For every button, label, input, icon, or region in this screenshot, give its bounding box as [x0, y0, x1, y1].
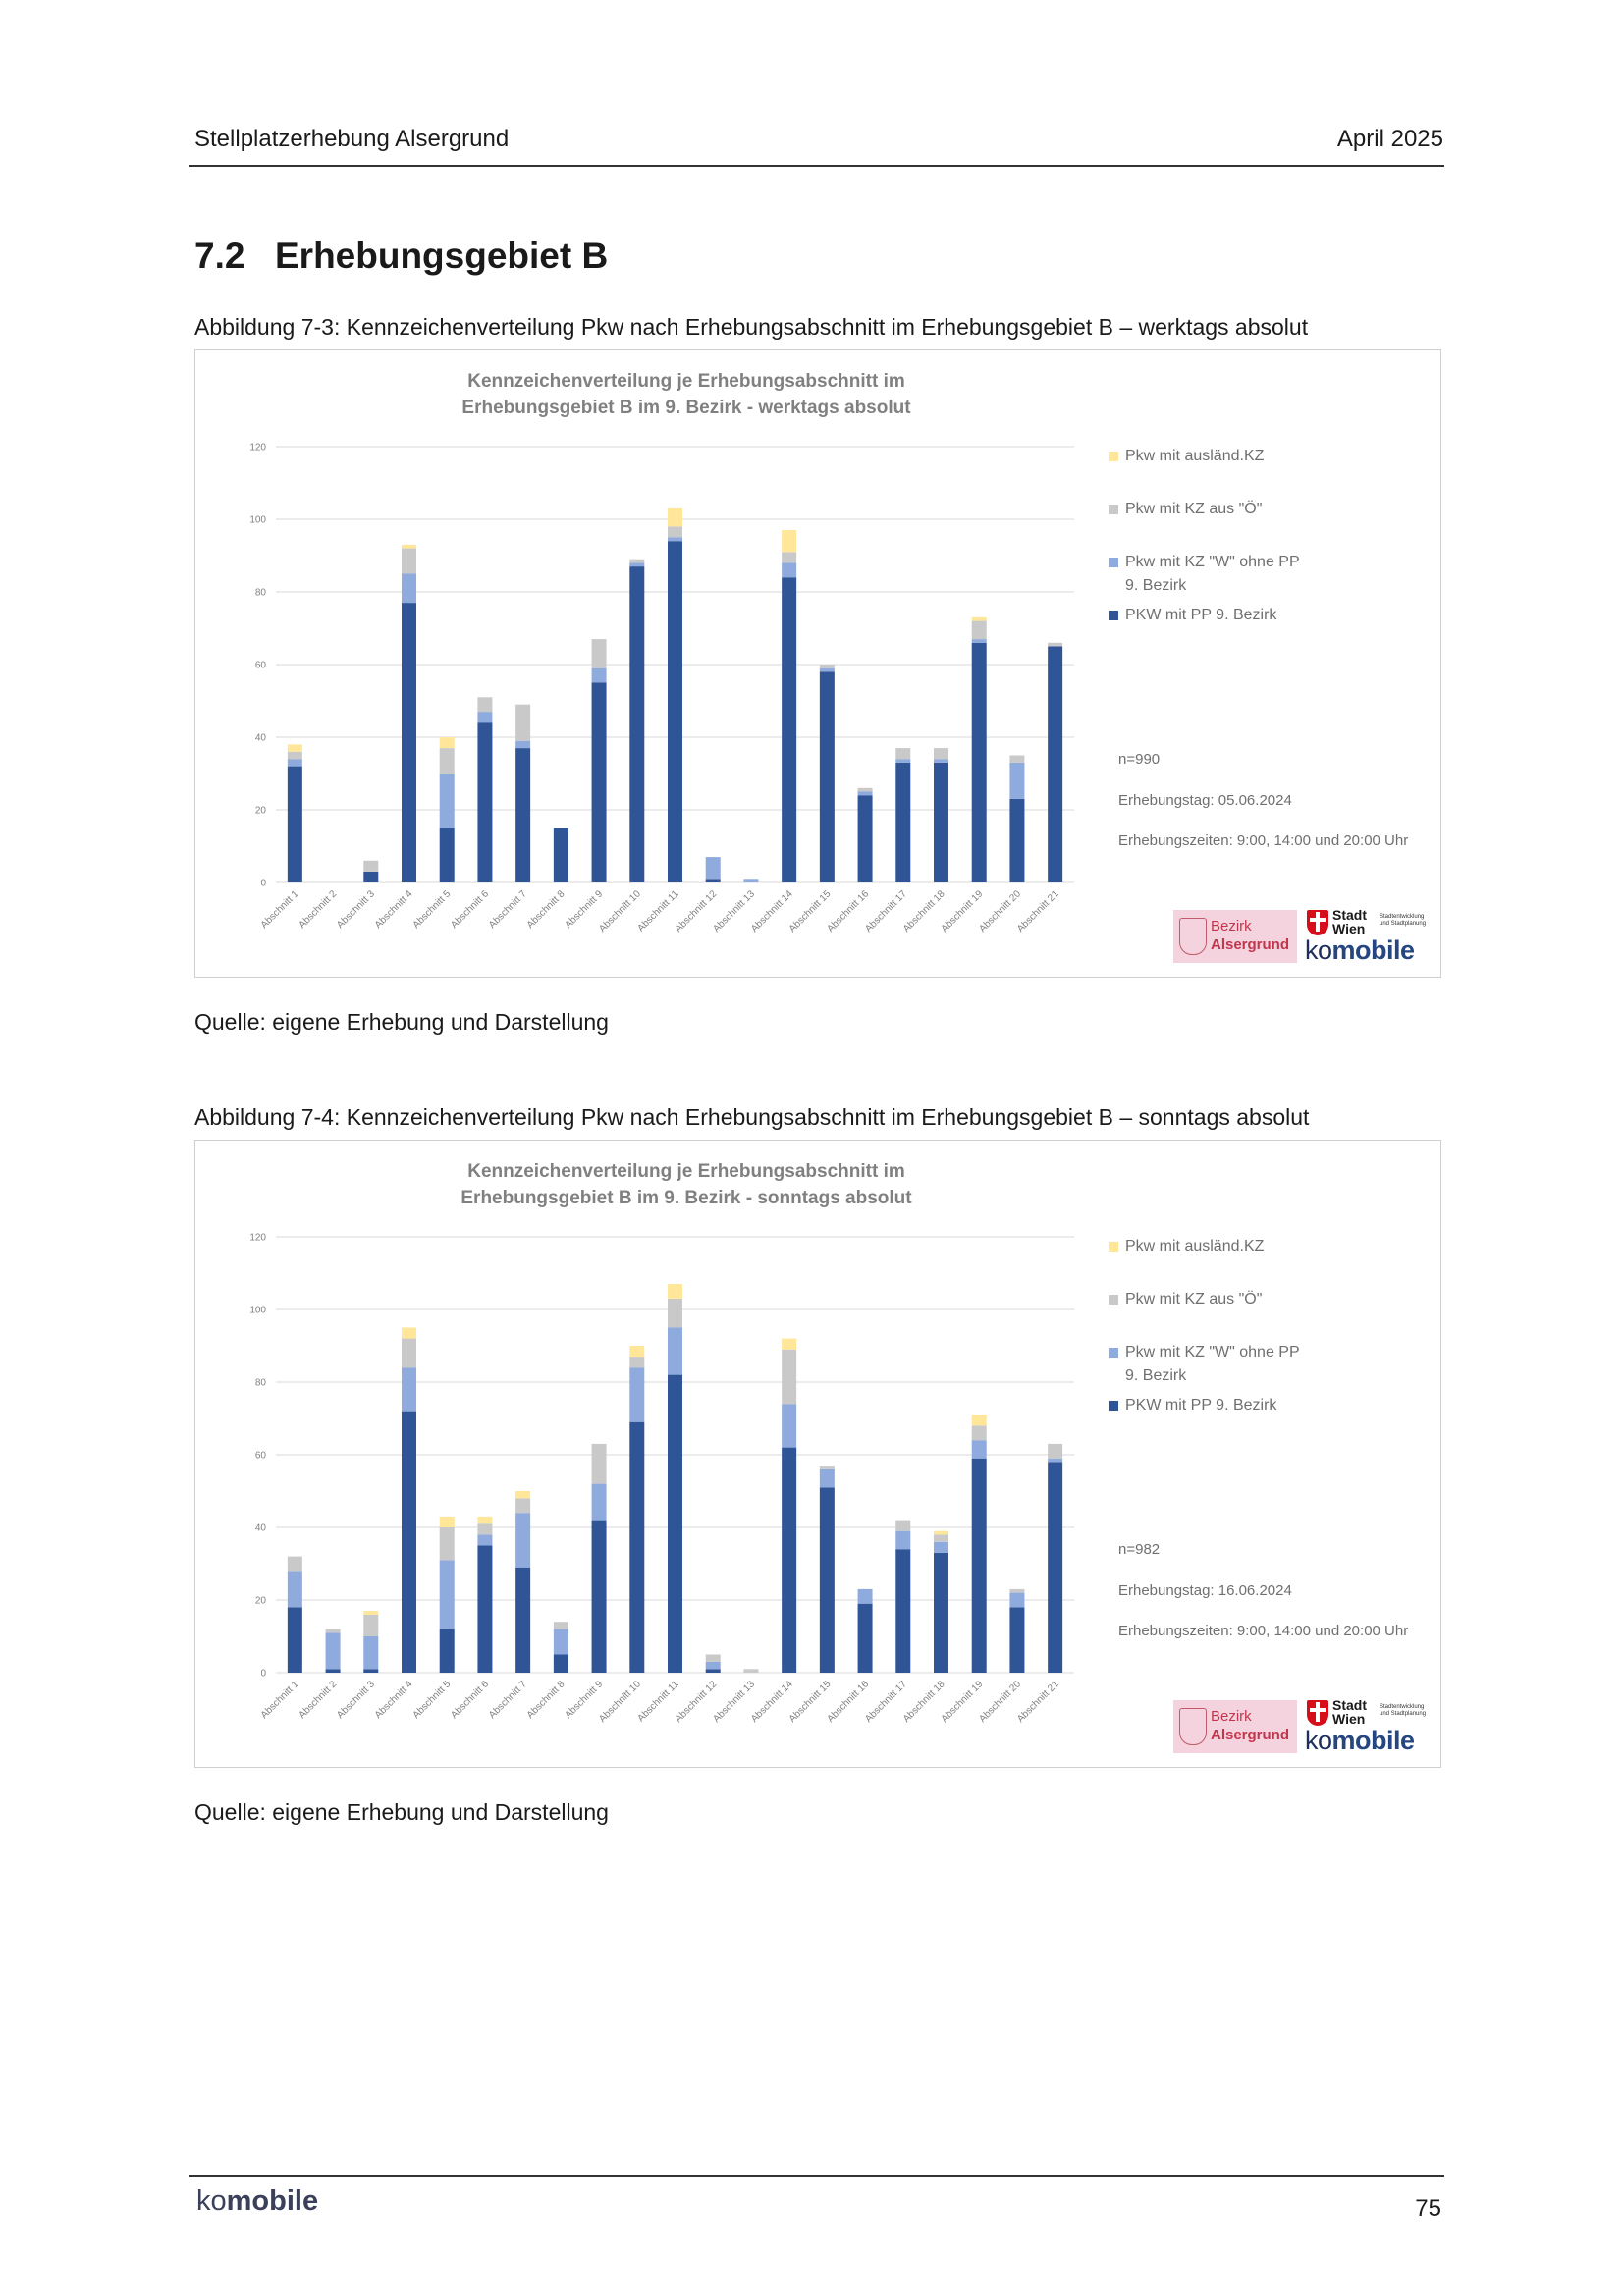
- bar-segment: [402, 1367, 416, 1411]
- bar-segment: [895, 1549, 910, 1673]
- legend-label-w-line1: Pkw mit KZ "W" ohne PP: [1125, 1344, 1300, 1361]
- figure-source-1: Quelle: eigene Erhebung und Darstellung: [194, 1009, 609, 1035]
- bar-segment: [629, 560, 644, 563]
- bar-segment: [326, 1629, 341, 1633]
- bar-segment: [363, 1669, 378, 1673]
- bar-segment: [629, 1367, 644, 1422]
- bar-segment: [515, 1491, 530, 1498]
- bar-segment: [592, 639, 607, 668]
- bar-segment: [288, 767, 302, 882]
- x-tick-label: Abschnitt 7: [486, 1679, 529, 1722]
- bezirk-crest-icon: [1179, 918, 1207, 955]
- bar-segment: [363, 1615, 378, 1636]
- bar-segment: [858, 792, 873, 796]
- x-tick-label: Abschnitt 5: [410, 888, 454, 932]
- bar-segment: [288, 1571, 302, 1607]
- bar-segment: [972, 1440, 987, 1459]
- page-header-left: Stellplatzerhebung Alsergrund: [194, 126, 510, 152]
- bar-segment: [1009, 1607, 1024, 1673]
- bezirk-alsergrund-logo: [1173, 1700, 1297, 1753]
- bar-segment: [477, 697, 492, 712]
- legend-label-w-line2: 9. Bezirk: [1125, 1367, 1187, 1384]
- stadt-wien-sub2: und Stadtplanung: [1380, 921, 1427, 927]
- footer-komobile-logo: [196, 2185, 318, 2217]
- bar-segment: [515, 1513, 530, 1568]
- bar-segment: [1009, 1593, 1024, 1608]
- x-tick-label: Abschnitt 17: [863, 1679, 909, 1726]
- bar-segment: [858, 1604, 873, 1673]
- chart-legend: [1109, 1235, 1403, 1447]
- chart-werktags: [194, 349, 1441, 978]
- chart-sample-size: n=982: [1118, 1541, 1161, 1558]
- bar-segment: [402, 1328, 416, 1339]
- bar-segment: [972, 1459, 987, 1673]
- x-tick-label: Abschnitt 16: [825, 888, 872, 935]
- legend-label-pp: PKW mit PP 9. Bezirk: [1125, 1397, 1277, 1414]
- x-tick-label: Abschnitt 11: [635, 888, 681, 934]
- bar-segment: [554, 1655, 568, 1674]
- bar-segment: [477, 1523, 492, 1534]
- bar-segment: [743, 879, 758, 882]
- bar-segment: [782, 562, 796, 577]
- y-tick-label: 0: [260, 878, 266, 889]
- bar-segment: [934, 1553, 948, 1673]
- bar-segment: [1048, 1444, 1062, 1459]
- bar-segment: [288, 1557, 302, 1572]
- bar-segment: [895, 748, 910, 759]
- bar-segment: [895, 1531, 910, 1550]
- x-tick-label: Abschnitt 17: [863, 888, 909, 935]
- bar-segment: [592, 1444, 607, 1484]
- stadt-wien-line2: Wien: [1332, 1711, 1366, 1727]
- y-tick-label: 80: [254, 587, 266, 599]
- bezirk-logo-line1: Bezirk: [1211, 1708, 1252, 1725]
- bar-segment: [668, 541, 682, 882]
- y-tick-label: 0: [260, 1668, 266, 1680]
- legend-swatch-auslaend: [1109, 452, 1118, 461]
- legend-swatch-pp: [1109, 611, 1118, 620]
- bar-segment: [288, 759, 302, 766]
- bar-segment: [477, 712, 492, 722]
- bar-segment: [668, 508, 682, 527]
- legend-label-oe: Pkw mit KZ aus "Ö": [1125, 501, 1263, 517]
- x-tick-label: Abschnitt 14: [749, 1679, 795, 1726]
- section-title: [194, 236, 608, 277]
- figure-source-2: Quelle: eigene Erhebung und Darstellung: [194, 1799, 609, 1825]
- bar-segment: [629, 562, 644, 566]
- bar-segment: [440, 1629, 455, 1673]
- legend-item-auslaend: [1109, 445, 1403, 498]
- y-tick-label: 80: [254, 1377, 266, 1389]
- x-tick-label: Abschnitt 5: [410, 1679, 454, 1722]
- bar-segment: [402, 574, 416, 604]
- legend-label-w-line1: Pkw mit KZ "W" ohne PP: [1125, 554, 1300, 570]
- chart-sample-size: n=990: [1118, 751, 1161, 768]
- bar-segment: [515, 705, 530, 741]
- chart-title-line2: Erhebungsgebiet B im 9. Bezirk - werktags absolut: [461, 398, 911, 418]
- stadt-wien-komobile-logo: [1305, 908, 1433, 963]
- bar-segment: [972, 643, 987, 882]
- legend-item-pp: [1109, 1394, 1403, 1447]
- x-tick-label: Abschnitt 16: [825, 1679, 872, 1726]
- x-tick-label: Abschnitt 3: [335, 1679, 377, 1722]
- bezirk-alsergrund-logo: [1173, 910, 1297, 963]
- y-tick-label: 20: [254, 805, 266, 817]
- legend-item-pp: [1109, 604, 1403, 657]
- x-tick-label: Abschnitt 1: [258, 1679, 301, 1722]
- bar-segment: [972, 639, 987, 643]
- bar-segment: [820, 668, 835, 672]
- figure-caption-1: Abbildung 7-3: Kennzeichenverteilung Pkw nach Erhebungsabschnitt im Erhebungsgebiet B – werktags absolut: [194, 314, 1309, 340]
- legend-label-auslaend: Pkw mit ausländ.KZ: [1125, 448, 1265, 464]
- bar-segment: [934, 1542, 948, 1553]
- bar-segment: [782, 577, 796, 882]
- stadt-wien-text: [1332, 1698, 1367, 1726]
- chart-title-sonntags: [441, 1158, 932, 1211]
- figure-caption-2: Abbildung 7-4: Kennzeichenverteilung Pkw nach Erhebungsabschnitt im Erhebungsgebiet B – sonntags absolut: [194, 1104, 1310, 1130]
- stadt-wien-sub1: Stadtentwicklung: [1380, 1704, 1425, 1710]
- bar-segment: [1009, 1589, 1024, 1593]
- bar-segment: [858, 788, 873, 792]
- legend-label-w: [1125, 551, 1351, 598]
- y-tick-label: 100: [249, 514, 266, 526]
- stadt-wien-komobile-logo: [1305, 1698, 1433, 1753]
- bar-segment: [592, 668, 607, 683]
- bar-segment: [363, 861, 378, 872]
- x-tick-label: Abschnitt 19: [939, 1679, 986, 1726]
- bar-segment: [440, 748, 455, 774]
- bar-segment: [858, 795, 873, 882]
- bar-segment: [1048, 643, 1062, 647]
- bar-segment: [515, 1498, 530, 1513]
- bar-segment: [706, 857, 721, 879]
- legend-swatch-w: [1109, 1348, 1118, 1358]
- bar-segment: [554, 828, 568, 883]
- y-tick-label: 40: [254, 1522, 266, 1534]
- section-number: 7.2: [194, 236, 245, 276]
- x-tick-label: Abschnitt 7: [486, 888, 529, 932]
- x-tick-label: Abschnitt 13: [711, 888, 758, 935]
- bar-segment: [895, 759, 910, 763]
- bar-segment: [820, 1466, 835, 1469]
- bar-segment: [934, 1531, 948, 1535]
- legend-item-oe: [1109, 1288, 1403, 1341]
- x-tick-label: Abschnitt 18: [900, 1679, 947, 1726]
- y-tick-label: 60: [254, 660, 266, 671]
- bar-segment: [858, 1589, 873, 1604]
- bar-segment: [402, 603, 416, 882]
- bar-segment: [515, 1568, 530, 1673]
- bar-segment: [477, 722, 492, 882]
- bar-segment: [629, 1357, 644, 1367]
- x-tick-label: Abschnitt 6: [449, 1679, 492, 1722]
- bar-segment: [477, 1534, 492, 1545]
- x-tick-label: Abschnitt 1: [258, 888, 301, 932]
- page-number: 75: [1415, 2195, 1441, 2221]
- bar-segment: [1009, 799, 1024, 882]
- section-title-text: Erhebungsgebiet B: [275, 236, 609, 276]
- chart-survey-date: Erhebungstag: 16.06.2024: [1118, 1582, 1292, 1599]
- bar-segment: [972, 621, 987, 640]
- bar-segment: [515, 748, 530, 882]
- bar-segment: [1048, 1459, 1062, 1463]
- legend-swatch-auslaend: [1109, 1242, 1118, 1252]
- legend-item-oe: [1109, 498, 1403, 551]
- bar-segment: [440, 1517, 455, 1527]
- bar-segment: [592, 1484, 607, 1521]
- bar-segment: [934, 1534, 948, 1541]
- bar-segment: [402, 545, 416, 549]
- bar-segment: [440, 1527, 455, 1560]
- chart-title-line1: Kennzeichenverteilung je Erhebungsabschnitt im: [467, 1161, 905, 1182]
- bar-segment: [934, 748, 948, 759]
- stadt-wien-sub1: Stadtentwicklung: [1380, 914, 1425, 920]
- bar-segment: [972, 1415, 987, 1425]
- komobile-logo-ko: ko: [1305, 1726, 1332, 1755]
- x-tick-label: Abschnitt 20: [977, 888, 1024, 935]
- legend-item-w: [1109, 551, 1403, 604]
- bar-segment: [668, 1328, 682, 1375]
- x-tick-label: Abschnitt 18: [900, 888, 947, 935]
- legend-swatch-pp: [1109, 1401, 1118, 1411]
- bar-segment: [782, 1404, 796, 1447]
- bar-segment: [934, 763, 948, 882]
- bezirk-logo-line1: Bezirk: [1211, 918, 1252, 934]
- page-header-right: April 2025: [1336, 126, 1443, 152]
- y-tick-label: 60: [254, 1450, 266, 1462]
- bar-segment: [668, 1375, 682, 1673]
- bar-segment: [706, 1669, 721, 1673]
- bar-segment: [782, 1339, 796, 1350]
- bar-segment: [288, 752, 302, 759]
- bar-segment: [895, 763, 910, 882]
- x-tick-label: Abschnitt 15: [786, 888, 834, 935]
- bar-segment: [706, 879, 721, 882]
- bar-segment: [592, 683, 607, 883]
- legend-label-oe: Pkw mit KZ aus "Ö": [1125, 1291, 1263, 1308]
- chart-legend: [1109, 445, 1403, 657]
- bar-segment: [820, 665, 835, 668]
- bar-segment: [326, 1632, 341, 1669]
- bar-segment: [820, 1469, 835, 1488]
- bar-segment: [402, 1412, 416, 1673]
- bar-segment: [820, 671, 835, 882]
- x-tick-label: Abschnitt 3: [335, 888, 377, 932]
- komobile-logo: [1305, 935, 1415, 966]
- bar-segment: [440, 828, 455, 883]
- bezirk-logo-line2: Alsergrund: [1211, 1727, 1290, 1743]
- bar-segment: [477, 1546, 492, 1674]
- komobile-logo: [1305, 1726, 1415, 1756]
- footer-logo-mobile: mobile: [226, 2185, 319, 2216]
- bar-segment: [554, 1622, 568, 1629]
- bar-segment: [363, 1636, 378, 1669]
- stadt-wien-sub2: und Stadtplanung: [1380, 1711, 1427, 1717]
- x-tick-label: Abschnitt 12: [673, 1679, 720, 1726]
- stadt-wien-line1: Stadt: [1332, 1697, 1367, 1713]
- x-tick-label: Abschnitt 10: [597, 1679, 643, 1726]
- legend-swatch-oe: [1109, 1295, 1118, 1305]
- bar-segment: [592, 1521, 607, 1673]
- x-tick-label: Abschnitt 20: [977, 1679, 1024, 1726]
- x-tick-label: Abschnitt 21: [1015, 1679, 1061, 1726]
- legend-label-auslaend: Pkw mit ausländ.KZ: [1125, 1238, 1265, 1255]
- bar-segment: [440, 737, 455, 748]
- bar-segment: [326, 1669, 341, 1673]
- bar-segment: [668, 538, 682, 542]
- bar-segment: [554, 1629, 568, 1655]
- x-tick-label: Abschnitt 10: [597, 888, 643, 935]
- chart-survey-times: Erhebungszeiten: 9:00, 14:00 und 20:00 Uhr: [1118, 1623, 1409, 1639]
- bar-segment: [972, 617, 987, 621]
- bar-segment: [782, 552, 796, 562]
- x-tick-label: Abschnitt 9: [563, 1679, 606, 1722]
- x-tick-label: Abschnitt 13: [711, 1679, 758, 1726]
- x-tick-label: Abschnitt 19: [939, 888, 986, 935]
- bar-segment: [934, 759, 948, 763]
- bar-segment: [440, 1560, 455, 1629]
- wien-shield-icon: [1307, 910, 1328, 935]
- footer-divider: [189, 2175, 1444, 2177]
- x-tick-label: Abschnitt 4: [372, 1679, 415, 1722]
- chart-survey-times: Erhebungszeiten: 9:00, 14:00 und 20:00 Uhr: [1118, 832, 1409, 849]
- y-tick-label: 120: [249, 442, 266, 454]
- bar-segment: [629, 1422, 644, 1673]
- stadt-wien-subtext: [1380, 914, 1433, 928]
- bar-segment: [1009, 756, 1024, 763]
- x-tick-label: Abschnitt 8: [524, 1679, 568, 1722]
- x-tick-label: Abschnitt 15: [786, 1679, 834, 1726]
- y-tick-label: 20: [254, 1595, 266, 1607]
- legend-item-w: [1109, 1341, 1403, 1394]
- stadt-wien-line1: Stadt: [1332, 907, 1367, 923]
- stadt-wien-text: [1332, 908, 1367, 935]
- legend-swatch-w: [1109, 558, 1118, 567]
- y-tick-label: 120: [249, 1232, 266, 1244]
- komobile-logo-ko: ko: [1305, 935, 1332, 965]
- bar-segment: [668, 1284, 682, 1299]
- x-tick-label: Abschnitt 2: [297, 888, 340, 932]
- komobile-logo-mobile: mobile: [1331, 935, 1415, 965]
- bar-segment: [288, 744, 302, 751]
- x-tick-label: Abschnitt 4: [372, 888, 415, 932]
- chart-title-line1: Kennzeichenverteilung je Erhebungsabschnitt im: [467, 371, 905, 392]
- legend-label-w-line2: 9. Bezirk: [1125, 577, 1187, 594]
- x-tick-label: Abschnitt 21: [1015, 888, 1061, 935]
- bar-segment: [1009, 763, 1024, 799]
- footer-logo-ko: ko: [196, 2185, 227, 2216]
- bar-segment: [402, 1339, 416, 1368]
- komobile-logo-mobile: mobile: [1331, 1726, 1415, 1755]
- wien-shield-icon: [1307, 1700, 1328, 1726]
- legend-item-auslaend: [1109, 1235, 1403, 1288]
- x-tick-label: Abschnitt 12: [673, 888, 720, 935]
- bar-segment: [440, 774, 455, 828]
- bar-segment: [288, 1607, 302, 1673]
- chart-survey-date: Erhebungstag: 05.06.2024: [1118, 792, 1292, 809]
- bar-segment: [706, 1655, 721, 1662]
- bar-segment: [972, 1425, 987, 1440]
- stadt-wien-line2: Wien: [1332, 921, 1366, 936]
- bar-segment: [515, 741, 530, 748]
- y-tick-label: 40: [254, 732, 266, 744]
- bar-segment: [668, 526, 682, 537]
- bar-segment: [668, 1299, 682, 1328]
- bar-segment: [363, 872, 378, 882]
- bar-segment: [820, 1487, 835, 1673]
- bar-segment: [402, 549, 416, 574]
- bar-segment: [1048, 1462, 1062, 1673]
- bar-segment: [363, 1611, 378, 1615]
- bar-segment: [743, 1669, 758, 1673]
- x-tick-label: Abschnitt 11: [635, 1679, 681, 1725]
- x-tick-label: Abschnitt 9: [563, 888, 606, 932]
- bar-segment: [477, 1517, 492, 1523]
- chart-sonntags: [194, 1140, 1441, 1768]
- x-tick-label: Abschnitt 2: [297, 1679, 340, 1722]
- legend-swatch-oe: [1109, 505, 1118, 514]
- legend-label-pp: PKW mit PP 9. Bezirk: [1125, 607, 1277, 623]
- bar-segment: [782, 1448, 796, 1673]
- x-tick-label: Abschnitt 14: [749, 888, 795, 935]
- bar-segment: [629, 566, 644, 882]
- header-divider: [189, 165, 1444, 167]
- bar-segment: [782, 1350, 796, 1405]
- bezirk-crest-icon: [1179, 1708, 1207, 1745]
- x-tick-label: Abschnitt 8: [524, 888, 568, 932]
- bar-segment: [629, 1346, 644, 1357]
- x-tick-label: Abschnitt 6: [449, 888, 492, 932]
- bar-segment: [782, 530, 796, 552]
- bar-segment: [895, 1521, 910, 1531]
- bar-segment: [1048, 647, 1062, 883]
- stadt-wien-subtext: [1380, 1704, 1433, 1718]
- bar-segment: [706, 1662, 721, 1669]
- chart-title-werktags: [441, 368, 932, 421]
- chart-title-line2: Erhebungsgebiet B im 9. Bezirk - sonntags absolut: [460, 1188, 912, 1208]
- legend-label-w: [1125, 1341, 1351, 1388]
- bezirk-logo-line2: Alsergrund: [1211, 936, 1290, 953]
- y-tick-label: 100: [249, 1305, 266, 1316]
